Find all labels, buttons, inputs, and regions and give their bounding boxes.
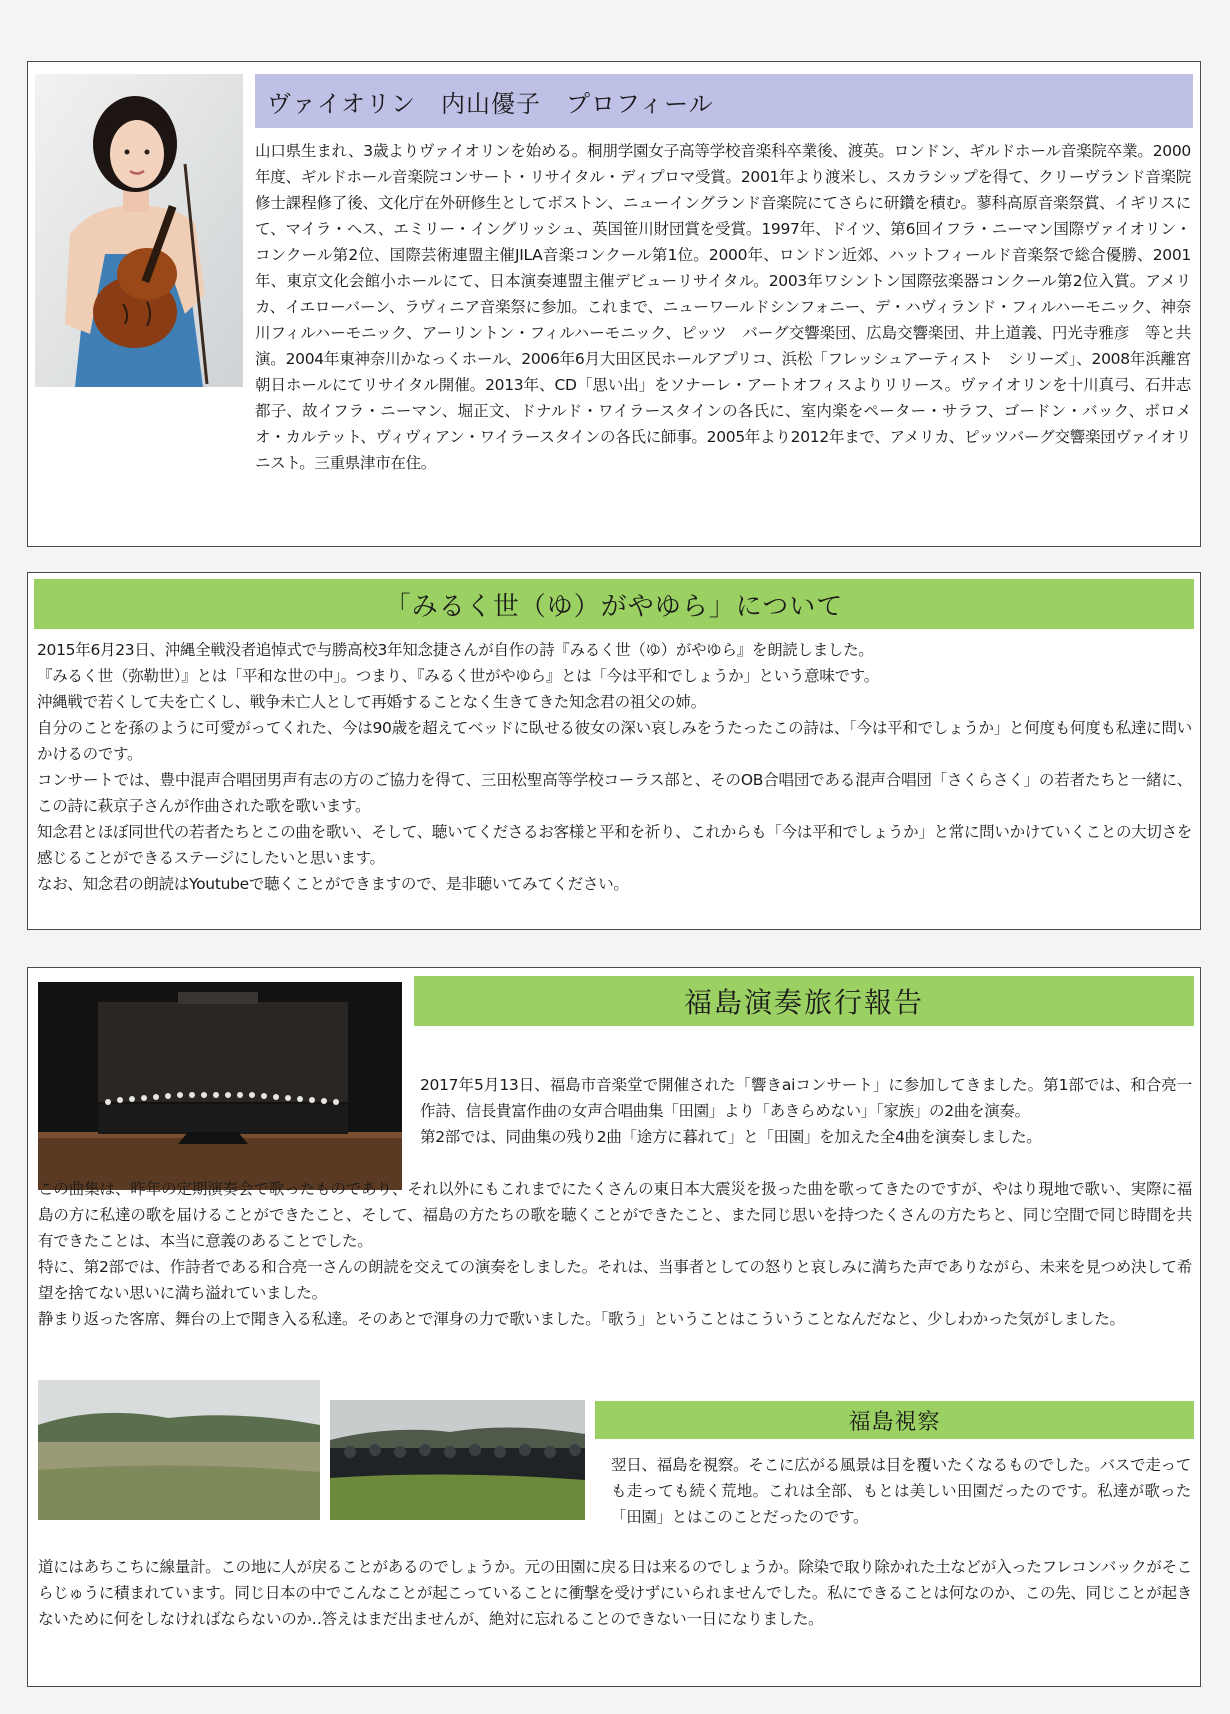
fukushima-header [414,976,1194,1026]
miruku-paragraph: 知念君とほぼ同世代の若者たちとこの曲を歌い、そして、聴いてくださるお客様と平和を祈り、これからも「今は平和でしょうか」と常に問いかけていくことの大切さを感じることができるステージにしたいと思います。 [37,823,1192,867]
miruku-paragraph: コンサートでは、豊中混声合唱団男声有志の方のご協力を得て、三田松聖高等学校コーラス部と、そのOB合唱団である混声合唱団「さくらさく」の若者たちと一緒に、この詩に萩京子さんが作曲された歌を歌います。 [37,771,1192,815]
profile-title: ヴァイオリン 内山優子 プロフィール [267,89,714,118]
fukushima-intro-paragraph: 2017年5月13日、福島市音楽堂で開催された「響きaiコンサート」に参加してきました。第1部では、和合亮一作詩、信長貴富作曲の女声合唱曲集「田園」より「あきらめない」「家族」の2曲を演奏。 [420,1076,1192,1120]
miruku-text [37,637,1192,897]
profile-text: 山口県生まれ、3歳よりヴァイオリンを始める。桐朋学園女子高等学校音楽科卒業後、渡英。ロンドン、ギルドホール音楽院卒業。2000年度、ギルドホール音楽院コンサート・リサイタル・ディプロマ受賞。2001年より渡米し、スカラシップを得て、クリーヴランド音楽院修士課程修了後、文化庁在外研修生としてボストン、ニューイングランド音楽院にてさらに研鑽を積む。蓼科高原音楽祭賞、イギリスにて、マイラ・ヘス、エミリー・イングリッシュ、英国笹川財団賞を受賞。1997年、ドイツ、第6回イフラ・ニーマン国際ヴァイオリン・コンクール第2位、国際芸術連盟主催JILA音楽コンクール第1位。2000年、ロンドン近郊、ハットフィールド音楽祭で総合優勝、2001年、東京文化会館小ホールにて、日本演奏連盟主催デビューリサイタル。2003年ワシントン国際弦楽器コンクール第2位入賞。アメリカ、イエローバーン、ラヴィニア音楽祭に参加。これまで、ニューワールドシンフォニー、デ・ハヴィランド・フィルハーモニック、神奈川フィルハーモニック、アーリントン・フィルハーモニック、ピッツ バーグ交響楽団、広島交響楽団、井上道義、円光寺雅彦 等と共演。2004年東神奈川かなっくホール、2006年6月大田区民ホールアプリコ、浜松「フレッシュアーティスト シリーズ」、2008年浜離宮朝日ホールにてリサイタル開催。2013年、CD「思い出」をソナーレ・アートオフィスよりリリース。ヴァイオリンを十川真弓、石井志都子、故イフラ・ニーマン、堀正文、ドナルド・ワイラースタインの各氏に、室内楽をペーター・サラフ、ゴードン・バック、ボロメオ・カルテット、ヴィヴィアン・ワイラースタインの各氏に師事。2005年より2012年まで、アメリカ、ピッツバーグ交響楽団ヴァイオリニスト。三重県津市在住。 [255,142,1191,472]
miruku-title: 「みるく世（ゆ）がやゆら」について [384,591,844,622]
field-photo [38,1380,320,1520]
miruku-header [34,579,1194,629]
miruku-paragraph: 2015年6月23日、沖縄全戦没者追悼式で与勝高校3年知念捷さんが自作の詩『みるく世（ゆ）がやゆら』を朗読しました。 [37,641,874,659]
fukushima-section [27,967,1201,1687]
fukushima-body-paragraph: 特に、第2部では、作詩者である和合亮一さんの朗読を交えての演奏をしました。それは、当事者としての怒りと哀しみに満ちた声でありながら、未来を見つめ決して希望を捨てない思いに満ち溢れていました。 [38,1258,1192,1302]
miruku-paragraph: なお、知念君の朗読はYoutubeで聴くことができますので、是非聴いてみてください。 [37,875,629,893]
violinist-portrait [35,74,243,387]
fukushima-body-paragraph: この曲集は、昨年の定期演奏会で歌ったものであり、それ以外にもこれまでにたくさんの東日本大震災を扱った曲を歌ってきたのですが、やはり現地で歌い、実際に福島の方に私達の歌を届けることができたこと、そして、福島の方たちの歌を聴くことができたこと、また同じ思いを持つたくさんの方たちと、同じ空間で同じ時間を共有できたことは、本当に意義のあることでした。 [38,1180,1192,1250]
inspection-header [595,1401,1194,1439]
fukushima-intro [420,1072,1192,1150]
miruku-paragraph: 『みるく世（弥勒世）』とは「平和な世の中」。つまり、『みるく世がやゆら』とは「今は平和でしょうか」という意味です。 [37,667,879,685]
flexible-container-bags-photo [330,1400,585,1520]
inspection-closing: 道にはあちこちに線量計。この地に人が戻ることがあるのでしょうか。元の田園に戻る日は来るのでしょうか。除染で取り除かれた土などが入ったフレコンバックがそこらじゅうに積まれています。同じ日本の中でこんなことが起こっていることに衝撃を受けずにいられませんでした。私にできることは何なのか、この先、同じことが起きないために何をしなければならないのか‥答えはまだ出ませんが、絶対に忘れることのできない一日になりました。 [38,1558,1192,1628]
fukushima-body [38,1176,1192,1332]
inspection-title: 福島視察 [848,1409,941,1435]
profile-section [27,61,1201,547]
fukushima-intro-paragraph: 第2部では、同曲集の残り2曲「途方に暮れて」と「田園」を加えた全4曲を演奏しました。 [420,1128,1042,1146]
miruku-paragraph: 自分のことを孫のように可愛がってくれた、今は90歳を超えてベッドに臥せる彼女の深い哀しみをうたったこの詩は、「今は平和でしょうか」と何度も何度も私達に問いかけるのです。 [37,719,1192,763]
inspection-text: 翌日、福島を視察。そこに広がる風景は目を覆いたくなるものでした。バスで走っても走っても続く荒地。これは全部、もとは美しい田園だったのです。私達が歌った「田園」とはこのことだったのです。 [611,1456,1191,1526]
fukushima-title: 福島演奏旅行報告 [683,986,924,1019]
profile-header [255,74,1193,128]
miruku-section [27,572,1201,930]
fukushima-body-paragraph: 静まり返った客席、舞台の上で聞き入る私達。そのあとで渾身の力で歌いました。「歌う」ということはこういうことなんだなと、少しわかった気がしました。 [38,1310,1125,1328]
miruku-paragraph: 沖縄戦で若くして夫を亡くし、戦争未亡人として再婚することなく生きてきた知念君の祖父の姉。 [37,693,706,711]
concert-hall-photo [38,982,402,1190]
